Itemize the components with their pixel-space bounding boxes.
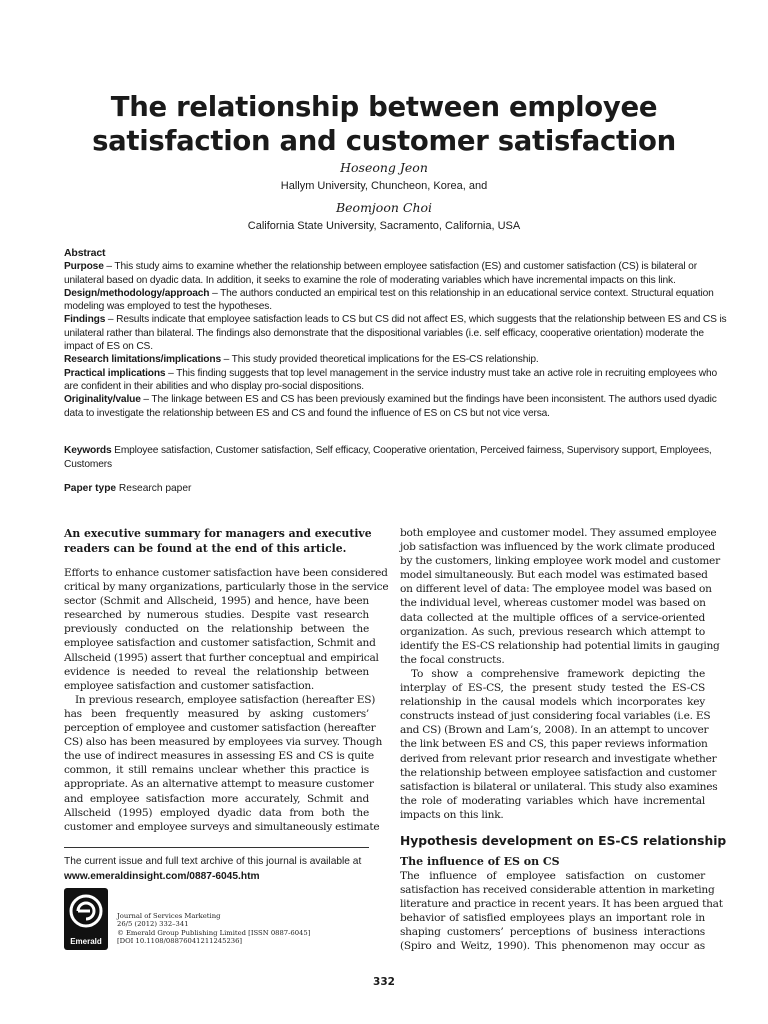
body-text-line: Allscheid (1995) employed dyadic data from both the — [64, 806, 369, 819]
abstract-line — [64, 313, 727, 326]
left-column-text — [64, 566, 389, 834]
body-text-line: employee satisfaction and customer satisfaction. — [64, 679, 315, 692]
abstract-section-label: Design/methodology/approach — [64, 287, 210, 299]
journal-name: Journal of Services Marketing — [117, 912, 221, 920]
footnote-text: The current issue and full text archive of this journal is available at — [64, 856, 362, 867]
body-text-line: satisfaction has received considerable attention in marketing — [400, 884, 715, 897]
author-affiliation-2: California State University, Sacramento, California, USA — [247, 220, 521, 232]
emerald-logo — [64, 888, 108, 950]
body-text-line: satisfaction is bilateral or unilateral. This study also examines — [400, 780, 718, 793]
body-text-line: model simultaneously. But each model was estimated based — [400, 569, 708, 582]
paper-type — [64, 483, 191, 494]
abstract-line-text: are confident in their abilities and who display pro-social dispositions. — [64, 380, 364, 392]
body-text-line: critical by many organizations, particularly those in the service — [64, 581, 389, 594]
abstract-line — [64, 367, 718, 380]
abstract-line — [64, 393, 717, 406]
abstract-line — [64, 380, 709, 393]
title-line-2: satisfaction and customer satisfaction — [92, 125, 676, 157]
author-name-2: Beomjoon Choi — [335, 200, 433, 215]
body-text-line: the individual level, whereas customer model was based on — [400, 597, 706, 610]
body-text-line: identify the ES-CS relationship had potential limits in gauging — [400, 639, 720, 652]
paper-type-value: Research paper — [116, 483, 192, 494]
keywords-line-1: Employee satisfaction, Customer satisfaction, Self efficacy, Cooperative orientation, Perceived fairness, Supervisory support, Employees, — [111, 445, 712, 456]
body-text-line: common, it still remains unclear whether this practice is — [64, 764, 369, 777]
abstract-line-text: modeling was employed to test the hypotheses. — [64, 301, 272, 313]
body-text-line: Efforts to enhance customer satisfaction have been considered — [64, 567, 388, 579]
body-text-line: The influence of employee satisfaction on customer — [400, 870, 705, 882]
abstract-body — [64, 260, 727, 420]
emerald-logo-text: Emerald — [70, 937, 102, 946]
section-heading: Hypothesis development on ES-CS relationship — [400, 834, 727, 848]
right-column-text-2 — [400, 869, 723, 954]
keywords — [64, 444, 712, 472]
body-text-line: job satisfaction was influenced by the work climate produced — [400, 541, 715, 554]
journal-info — [117, 912, 310, 946]
body-text-line: (Spiro and Weitz, 1990). This phenomenon may occur as — [400, 940, 705, 953]
body-text-line: on different level of data: The employee model was based on — [400, 583, 712, 596]
executive-summary-line-2: readers can be found at the end of this article. — [64, 542, 347, 555]
abstract-section-label: Research limitations/implications — [64, 354, 221, 366]
body-text-line: the link between ES and CS, this paper reviews information — [400, 738, 708, 751]
executive-summary-line-1: An executive summary for managers and executive — [64, 527, 372, 540]
abstract-line-text: unilateral rather than bilateral. The findings also demonstrate that the dispositional variables (i.e. self efficacy, cooperative orientation) moderate the — [64, 327, 704, 339]
author-affiliation-1: Hallym University, Chuncheon, Korea, and — [280, 180, 488, 192]
abstract-line — [64, 327, 709, 340]
body-text-line: has been frequently measured by asking customers’ — [64, 707, 369, 720]
body-text-line: by the customers, linking employee work model and customer — [400, 555, 720, 568]
abstract-line — [64, 260, 709, 273]
body-text-line: appropriate. As an alternative attempt to measure customer — [64, 778, 374, 791]
abstract-line-text: – The linkage between ES and CS has been previously examined but the findings have been inconsistent. The authors used dyadic — [140, 394, 717, 406]
abstract-section-label: Practical implications — [64, 367, 166, 379]
body-text-line: and employee satisfaction more accurately, Schmit and — [64, 792, 369, 805]
body-text-line: To show a comprehensive framework depicting the — [411, 667, 705, 680]
abstract-heading: Abstract — [64, 247, 106, 259]
body-text-line: behavior of satisfied employees plays an important role in — [400, 912, 705, 925]
footnote — [64, 854, 374, 884]
body-text-line: previously conducted on the relationship between the — [64, 623, 369, 636]
abstract-line — [64, 340, 709, 353]
body-text-line: data collected at the multiple offices of a service-oriented — [400, 611, 705, 624]
body-text-line: the use of indirect measures in assessing ES and CS is quite — [64, 750, 374, 763]
body-text-line: shaping customers’ perceptions of business interactions — [400, 926, 705, 939]
abstract-line-text: impact of ES on CS. — [64, 341, 153, 353]
journal-copyright: © Emerald Group Publishing Limited [ISSN 0887-6045] — [117, 928, 311, 937]
abstract-line — [64, 353, 709, 366]
author-name-1: Hoseong Jeon — [340, 160, 428, 175]
body-text-line: Allscheid (1995) assert that further conceptual and empirical — [64, 651, 379, 664]
title-line-1: The relationship between employee — [110, 91, 658, 123]
body-text-line: CS) also has been measured by employees via survey. Though — [64, 736, 383, 749]
journal-doi: [DOI 10.1108/08876041211245236] — [117, 937, 243, 946]
right-column-text — [400, 526, 720, 822]
body-text-line: perception of employee and customer satisfaction (hereafter — [64, 722, 376, 735]
body-text-line: organization. As such, previous research which attempt to — [400, 625, 705, 638]
abstract-line-text: – This finding suggests that top level management in the service industry must take an active role in recruiting employees who — [165, 367, 718, 379]
abstract-line — [64, 274, 709, 287]
body-text-line: literature and practice in recent years. It has been argued that — [400, 898, 723, 911]
body-text-line: the role of moderating variables which have incremental — [400, 794, 705, 807]
body-text-line: In previous research, employee satisfaction (hereafter ES) — [75, 693, 376, 706]
body-text-line: impacts on this link. — [400, 808, 504, 821]
abstract-section-label: Findings — [64, 314, 106, 326]
abstract-section-label: Purpose — [64, 261, 104, 273]
body-text-line: constructs instead of just considering focal variables (i.e. ES — [400, 710, 711, 723]
body-text-line: and CS) (Brown and Lam’s, 2008). In an attempt to uncover — [400, 724, 709, 737]
abstract-line — [64, 407, 709, 420]
keywords-label: Keywords — [64, 445, 112, 456]
body-text-line: customer and employee surveys and simultaneously estimate — [64, 820, 380, 833]
footnote-divider — [64, 847, 369, 848]
body-text-line: sector (Schmit and Allscheid, 1995) and hence, have been — [64, 595, 369, 608]
subsection-heading: The influence of ES on CS — [400, 855, 560, 868]
journal-url-link[interactable]: www.emeraldinsight.com/0887-6045.htm — [64, 871, 260, 882]
abstract-line-text: – Results indicate that employee satisfaction leads to CS but CS did not affect ES, which suggests that the relationship between ES and CS is — [105, 314, 727, 326]
keywords-line-2: Customers — [64, 459, 112, 470]
abstract-line-text: – This study aims to examine whether the relationship between employee satisfaction (ES) and customer satisfaction (CS) is bilateral or — [103, 261, 697, 273]
journal-volume: 26/5 (2012) 332–341 — [117, 920, 189, 929]
body-text-line: the relationship between employee satisfaction and customer — [400, 766, 717, 779]
body-text-line: derived from relevant prior research and investigate whether — [400, 752, 717, 765]
body-text-line: employee satisfaction and customer satisfaction, Schmit and — [64, 637, 376, 650]
body-text-line: interplay of ES-CS, the present study tested the ES-CS — [400, 682, 705, 695]
abstract-line-text: data to investigate the relationship between ES and CS and found the influence of ES on CS but not vice versa. — [64, 407, 550, 419]
body-text-line: both employee and customer model. They assumed employee — [400, 527, 717, 539]
emerald-logo-icon — [68, 893, 104, 931]
abstract-line-text: – The authors conducted an empirical test on this relationship in an educational service context. Structural equation — [209, 287, 714, 299]
body-text-line: the focal constructs. — [400, 653, 505, 666]
abstract-line-text: – This study provided theoretical implications for the ES-CS relationship. — [220, 354, 539, 366]
abstract-line — [64, 300, 709, 313]
paper-type-label: Paper type — [64, 483, 117, 494]
body-text-line: relationship in the causal models which incorporates key — [400, 696, 705, 709]
page-number: 332 — [373, 976, 395, 988]
abstract-line-text: unilateral based on dyadic data. In addition, it seeks to examine the role of moderating variables which have incremental impacts on this link. — [64, 274, 676, 286]
abstract — [64, 247, 727, 420]
executive-summary-note — [64, 526, 372, 556]
body-text-line: researched by numerous studies. Despite vast research — [64, 609, 369, 622]
paper-title — [60, 90, 708, 158]
abstract-line — [64, 287, 714, 300]
abstract-section-label: Originality/value — [64, 394, 141, 406]
body-text-line: evidence is needed to reveal the relationship between — [64, 665, 369, 678]
